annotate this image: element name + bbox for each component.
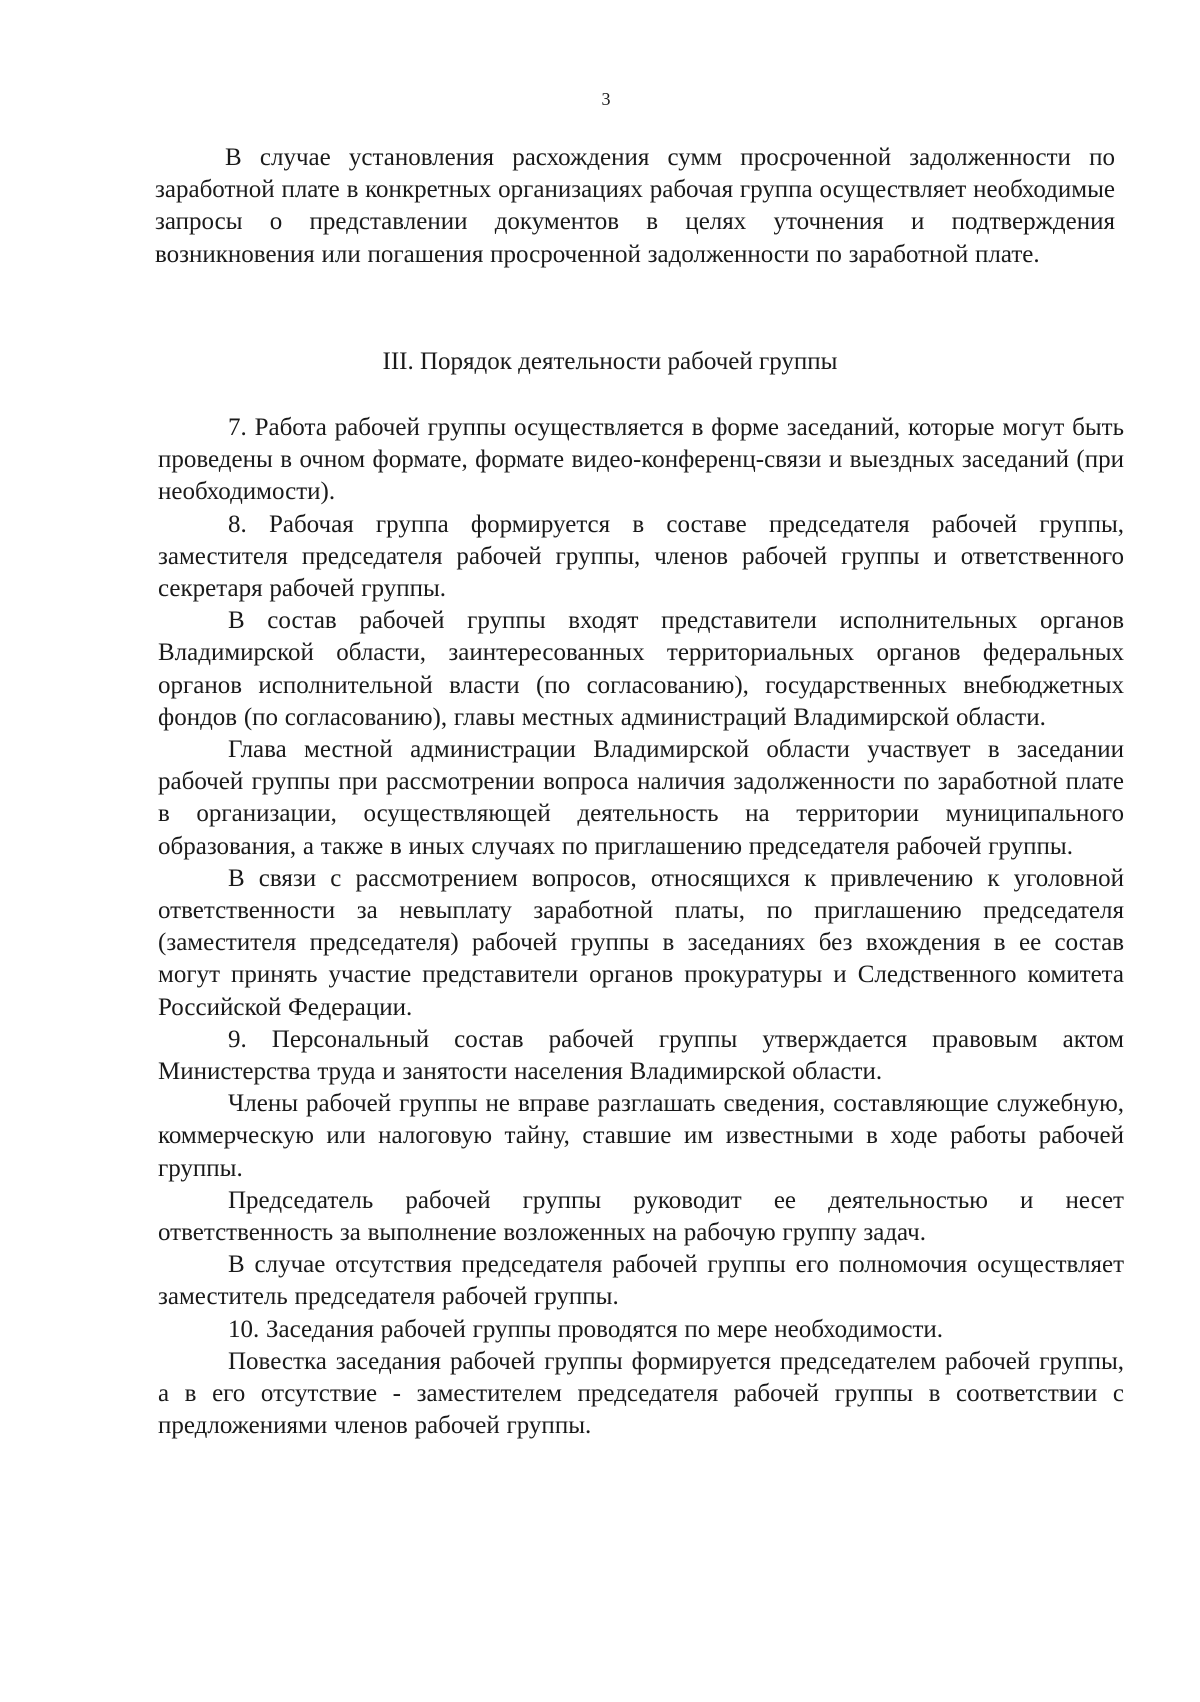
paragraph-prosecution: В связи с рассмотрением вопросов, относящихся к привлечению к уголовной ответственности за невыплату заработной платы, по приглашению председателя (заместителя председателя) рабочей группы в заседаниях без вхождения в ее состав могут принять участие представители органов прокуратуры и Следственного комитета Российской Федерации. [158,864,1124,1021]
paragraph-confidentiality: Члены рабочей группы не вправе разглашать сведения, составляющие служебную, коммерческую или налоговую тайну, ставшие им известными в ходе работы рабочей группы. [158,1090,1124,1182]
paragraph-deputy: В случае отсутствия председателя рабочей группы его полномочия осуществляет заместитель председателя рабочей группы. [158,1251,1124,1311]
section-body [158,412,1124,1443]
section-heading: III. Порядок деятельности рабочей группы [382,348,838,375]
paragraph-8: 8. Рабочая группа формируется в составе председателя рабочей группы, заместителя председателя рабочей группы, членов рабочей группы и ответственного секретаря рабочей группы. [158,510,1124,603]
paragraph-chairman: Председатель рабочей группы руководит ее деятельностью и несет ответственность за выполнение возложенных на рабочую группу задач. [158,1186,1124,1247]
paragraph-7: 7. Работа рабочей группы осуществляется в форме заседаний, которые могут быть проведены в очном формате, формате видео-конференц-связи и выездных заседаний (при необходимости). [158,414,1124,506]
paragraph-agenda: Повестка заседания рабочей группы формируется председателем рабочей группы, а в его отсутствие - заместителем председателя рабочей группы в соответствии с предложениями членов рабочей группы. [158,1347,1124,1440]
paragraph-composition: В состав рабочей группы входят представители исполнительных органов Владимирской области, заинтересованных территориальных органов федеральных органов исполнительной власти (по согласованию), государственных внебюджетных фондов (по согласованию), главы местных администраций Владимирской области. [158,607,1124,731]
page-number: 3 [601,89,611,109]
paragraph-9: 9. Персональный состав рабочей группы утверждается правовым актом Министерства труда и занятости населения Владимирской области. [158,1025,1124,1086]
paragraph-10: 10. Заседания рабочей группы проводятся по мере необходимости. [228,1315,944,1343]
paragraph-local-head: Глава местной администрации Владимирской области участвует в заседании рабочей группы при рассмотрении вопроса наличия задолженности по заработной плате в организации, осуществляющей деятельность на территории муниципального образования, а также в иных случаях по приглашению председателя рабочей группы. [158,736,1124,860]
intro-section [155,142,1115,271]
intro-paragraph: В случае установления расхождения сумм просроченной задолженности по заработной плате в конкретных организациях рабочая группа осуществляет необходимые запросы о представлении документов в целях уточнения и подтверждения возникновения или погашения просроченной задолженности по заработной плате. [155,144,1115,268]
